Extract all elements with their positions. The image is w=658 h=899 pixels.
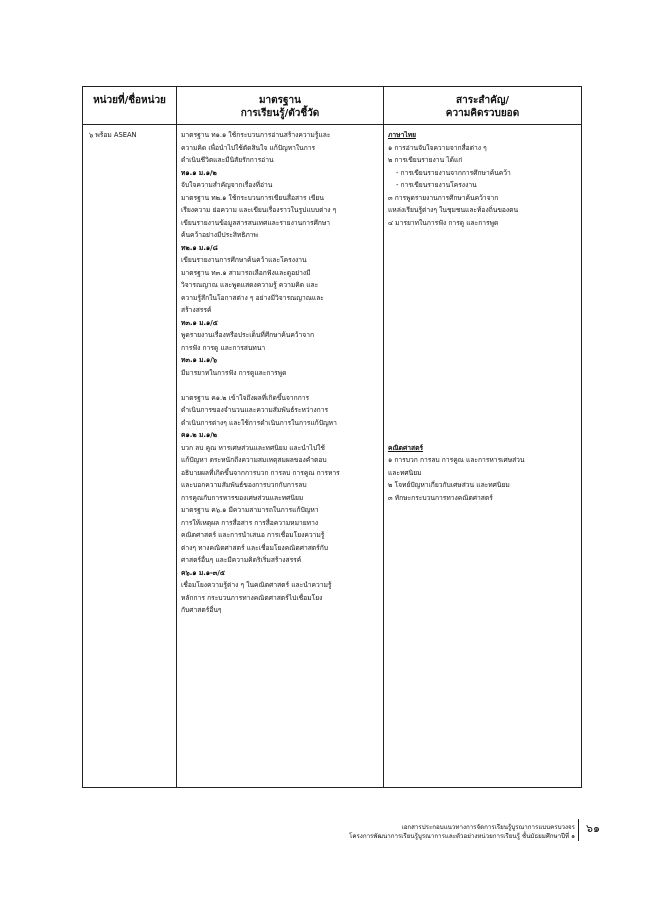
essence-math-heading: คณิตศาสตร์ xyxy=(388,443,424,452)
text-line: เรียงความ ย่อความ และเขียนเรื่องราวในรูปแบบต่าง ๆ xyxy=(181,206,337,214)
curriculum-table xyxy=(82,86,582,788)
text-line: ดำเนินการของจำนวนและความสัมพันธ์ระหว่างการ xyxy=(181,406,329,414)
header-unit: หน่วยที่/ชื่อหน่วย xyxy=(83,87,177,125)
text-line: ๓ การพูดรายงานการศึกษาค้นคว้าจาก xyxy=(388,193,499,202)
footer-divider xyxy=(578,819,579,841)
text-line: ท๓.๑ ม.๑/๖ xyxy=(181,356,217,364)
text-line: เชื่อมโยงความรู้ต่าง ๆ ในคณิตศาสตร์ และนำความรู้ xyxy=(181,581,332,589)
header-essence xyxy=(384,87,582,125)
text-line: และทศนิยม xyxy=(388,468,422,477)
essence-cell xyxy=(384,125,582,788)
standards-math-block xyxy=(181,392,379,617)
text-line: แหล่งเรียนรู้ต่างๆ ในชุมชนและท้องถิ่นของตน xyxy=(388,206,519,214)
text-line: พูดรายงานเรื่องหรือประเด็นที่ศึกษาค้นคว้าจาก xyxy=(181,331,315,339)
text-line: ๒ โจทย์ปัญหาเกี่ยวกับเศษส่วน และทศนิยม xyxy=(388,481,510,489)
text-line: ท๒.๑ ม.๑/๘ xyxy=(181,243,218,252)
text-line: วิจารณญาณ และพูดแสดงความรู้ ความคิด และ xyxy=(181,281,319,289)
page-number: ๖๑ xyxy=(586,822,600,835)
essence-math-block xyxy=(388,454,577,504)
text-line: และบอกความสัมพันธ์ของการบวกกับการลบ xyxy=(181,481,307,489)
text-line: กับศาสตร์อื่นๆ xyxy=(181,606,222,614)
text-line: ๒ การเขียนรายงาน ได้แก่ xyxy=(388,156,463,164)
text-line: หลักการ กระบวนการทางคณิตศาสตร์ไปเชื่อมโยง xyxy=(181,593,323,602)
text-line: มาตรฐาน ท๓.๑ สามารถเลือกฟังและดูอย่างมี xyxy=(181,268,311,277)
text-line: แก้ปัญหา ตระหนักถึงความสมเหตุสมผลของคำตอบ xyxy=(181,456,327,464)
text-line: บวก ลบ คูณ หารเศษส่วนและทศนิยม และนำไปใช้ xyxy=(181,443,325,452)
unit-cell xyxy=(83,125,177,788)
text-line: ค้นคว้าอย่างมีประสิทธิภาพ xyxy=(181,231,258,239)
footer-line-2: โครงการพัฒนาการเรียนรู้บูรณาการและตัวอย่างหน่วยการเรียนรู้ ชั้นมัธยมศึกษาปีที่ ๑ xyxy=(349,833,575,840)
text-line: มาตรฐาน ท๒.๑ ใช้กระบวนการเขียนสื่อสาร เขียน xyxy=(181,193,324,202)
text-line: อธิบายผลที่เกิดขึ้นจากการบวก การลบ การคูณ การหาร xyxy=(181,468,340,477)
footer-line-1: เอกสารประกอบแนวทางการจัดการเรียนรู้บูรณาการแบบครบวงจร xyxy=(401,824,575,831)
text-line: ๓ ทักษะกระบวนการทางคณิตศาสตร์ xyxy=(388,493,493,502)
text-line: มาตรฐาน ค๖.๑ มีความสามารถในการแก้ปัญหา xyxy=(181,506,319,514)
standards-cell xyxy=(177,125,384,788)
text-line: ต่างๆ ทางคณิตศาสตร์ และเชื่อมโยงคณิตศาสตร์กับ xyxy=(181,543,329,552)
text-line: ๔ มารยาทในการฟัง การดู และการพูด xyxy=(388,218,499,227)
unit-name: ๖ พร้อม ASEAN xyxy=(89,131,137,139)
text-line: ๑ การอ่านจับใจความจากสื่อต่าง ๆ xyxy=(388,143,487,152)
text-line: สร้างสรรค์ xyxy=(181,306,212,314)
page-footer xyxy=(270,823,575,841)
text-line: เขียนรายงานข้อมูลสารสนเทศและรายงานการศึกษา xyxy=(181,218,331,227)
essence-thai-heading: ภาษาไทย xyxy=(388,131,417,139)
header-essence-line1: สาระสำคัญ/ xyxy=(455,95,510,106)
text-line: ๑ การบวก การลบ การคูณ และการหารเศษส่วน xyxy=(388,456,525,464)
text-line: มาตรฐาน ท๑.๑ ใช้กระบวนการอ่านสร้างความรู้และ xyxy=(181,131,331,139)
text-line: ดำเนินชีวิตและมีนิสัยรักการอ่าน xyxy=(181,156,274,164)
text-line: เขียนรายงานการศึกษาค้นคว้าและโครงงาน xyxy=(181,256,307,264)
standards-thai-block xyxy=(181,129,379,379)
text-line: มาตรฐาน ค๑.๒ เข้าใจถึงผลที่เกิดขึ้นจากการ xyxy=(181,393,310,402)
text-line: คณิตศาสตร์ และการนำเสนอ การเชื่อมโยงความรู้ xyxy=(181,531,325,539)
text-line: ดำเนินการต่างๆ และใช้การดำเนินการในการแก้ปัญหา xyxy=(181,418,337,427)
text-line: ความรู้สึกในโอกาสต่าง ๆ อย่างมีวิจารณญาณและ xyxy=(181,293,324,302)
essence-thai-block xyxy=(388,142,577,230)
text-line: จับใจความสำคัญจากเรื่องที่อ่าน xyxy=(181,181,273,189)
table-header-row xyxy=(83,87,582,125)
text-line: ความคิด เพื่อนำไปใช้ตัดสินใจ แก้ปัญหาในการ xyxy=(181,143,316,152)
text-line: มีมารยาทในการฟัง การดูและการพูด xyxy=(181,368,287,377)
text-line: การให้เหตุผล การสื่อสาร การสื่อความหมายทาง xyxy=(181,518,319,527)
text-line: ท๓.๑ ม.๑/๕ xyxy=(181,318,218,327)
text-line: ท๑.๑ ม.๑/๒ xyxy=(181,168,217,177)
table-row xyxy=(83,125,582,788)
text-line: การคูณกับการหารของเศษส่วนและทศนิยม xyxy=(181,493,304,502)
header-essence-line2: ความคิดรวบยอด xyxy=(445,107,520,119)
text-line: ศาสตร์อื่นๆ และมีความคิดริเริ่มสร้างสรรค์ xyxy=(181,556,302,564)
text-line: ค๑.๒ ม.๑/๒ xyxy=(181,431,218,439)
header-standard xyxy=(177,87,384,125)
text-line: ค๖.๑ ม.๑-๓/๕ xyxy=(181,568,225,577)
header-standard-line2: การเรียนรู้/ตัวชี้วัด xyxy=(240,107,320,119)
header-standard-line1: มาตรฐาน xyxy=(258,95,302,106)
text-line: - การเขียนรายงานจากการศึกษาค้นคว้า xyxy=(396,168,511,177)
text-line: - การเขียนรายงานโครงงาน xyxy=(396,181,477,189)
text-line: การฟัง การดู และการสนทนา xyxy=(181,343,266,352)
